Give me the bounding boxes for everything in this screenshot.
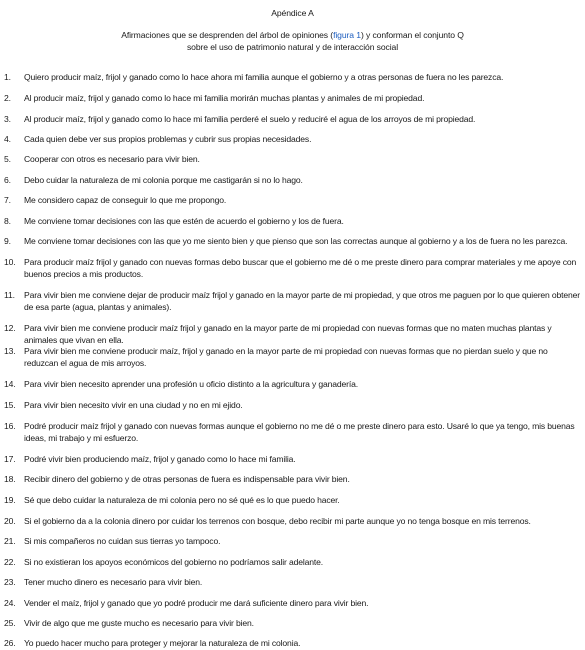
item-text: Vivir de algo que me guste mucho es necesario para vivir bien. (24, 618, 254, 628)
item-number: 24. (4, 598, 16, 608)
item-number: 14. (4, 379, 16, 389)
item-text: Me conviene tomar decisiones con las que estén de acuerdo el gobierno y los de fuera. (24, 216, 344, 226)
item-number: 8. (4, 216, 11, 226)
appendix-title: Apéndice A (271, 8, 314, 18)
item-text: Cooperar con otros es necesario para vivir bien. (24, 154, 200, 164)
item-text: Me considero capaz de conseguir lo que me propongo. (24, 195, 227, 205)
item-text: Me conviene tomar decisiones con las que yo me siento bien y que pienso que son las correctas aunque al gobierno y a los de fuera no les parezca. (24, 236, 568, 246)
item-number: 3. (4, 114, 11, 124)
item-text: Al producir maíz, frijol y ganado como lo hace mi familia perderé el suelo y reduciré el agua de los arroyos de mi propiedad. (24, 114, 476, 124)
item-number: 13. (4, 346, 16, 356)
item-text: Para producir maíz frijol y ganado con nuevas formas debo buscar que el gobierno me dé o me preste dinero para comprar materiales y me apoye con buenos precios a mis productos. (24, 257, 577, 280)
item-number: 5. (4, 154, 11, 164)
item-text: Para vivir bien me conviene producir maíz frijol y ganado en la mayor parte de mi propiedad con nuevas formas que no maten muchas plantas y animales que vivan en ella. (24, 323, 552, 346)
item-text: Recibir dinero del gobierno y de otras personas de fuera es indispensable para vivir bien. (24, 474, 350, 484)
item-text: Si el gobierno da a la colonia dinero por cuidar los terrenos con bosque, debo recibir mi parte aunque yo no tenga bosque en mis terrenos. (24, 516, 531, 526)
item-text: Si no existieran los apoyos económicos del gobierno no podríamos salir adelante. (24, 557, 323, 567)
item-text: Vender el maíz, frijol y ganado que yo podré producir me dará suficiente dinero para vivir bien. (24, 598, 369, 608)
item-text: Debo cuidar la naturaleza de mi colonia porque me castigarán si no lo hago. (24, 175, 303, 185)
item-number: 25. (4, 618, 16, 628)
item-number: 10. (4, 257, 16, 267)
item-text: Podré vivir bien produciendo maíz, frijol y ganado como lo hace mi familia. (24, 454, 296, 464)
item-number: 18. (4, 474, 16, 484)
figure-1-link[interactable]: figura 1 (333, 30, 361, 40)
item-number: 20. (4, 516, 16, 526)
item-text: Si mis compañeros no cuidan sus tierras yo tampoco. (24, 536, 221, 546)
item-number: 12. (4, 323, 16, 333)
item-number: 17. (4, 454, 16, 464)
item-number: 2. (4, 93, 11, 103)
item-text: Tener mucho dinero es necesario para vivir bien. (24, 577, 203, 587)
item-number: 23. (4, 577, 16, 587)
item-number: 7. (4, 195, 11, 205)
item-text: Para vivir bien necesito vivir en una ciudad y no en mi ejido. (24, 400, 243, 410)
item-text: Sé que debo cuidar la naturaleza de mi colonia pero no sé qué es lo que puedo hacer. (24, 495, 340, 505)
item-text: Al producir maíz, frijol y ganado como lo hace mi familia morirán muchas plantas y animales de mi propiedad. (24, 93, 425, 103)
item-text: Para vivir bien me conviene producir maíz, frijol y ganado en la mayor parte de mi propiedad con nuevas formas que no pierdan suelo y que no reduzcan el agua de mis arroyos. (24, 346, 548, 369)
item-text: Cada quien debe ver sus propios problemas y cubrir sus propias necesidades. (24, 134, 312, 144)
subtitle-text-before: Afirmaciones que se desprenden del árbol de opiniones ( (121, 30, 334, 40)
item-number: 4. (4, 134, 11, 144)
subtitle-line-2: sobre el uso de patrimonio natural y de interacción social (186, 42, 399, 52)
item-number: 9. (4, 236, 11, 246)
item-number: 22. (4, 557, 16, 567)
item-number: 6. (4, 175, 11, 185)
item-number: 15. (4, 400, 16, 410)
item-number: 26. (4, 638, 16, 648)
item-number: 16. (4, 421, 16, 431)
item-text: Podré producir maíz frijol y ganado con nuevas formas aunque el gobierno no me dé o me preste dinero para esto. Usaré lo que ya tengo, mis buenas ideas, mi trabajo y mi esfuerzo. (24, 421, 575, 444)
item-number: 19. (4, 495, 16, 505)
item-text: Yo puedo hacer mucho para proteger y mejorar la naturaleza de mi colonia. (24, 638, 301, 648)
item-number: 21. (4, 536, 16, 546)
item-number: 1. (4, 72, 11, 82)
subtitle-text-after: ) y conforman el conjunto Q (360, 30, 464, 40)
item-text: Para vivir bien necesito aprender una profesión u oficio distinto a la agricultura y ganadería. (24, 379, 359, 389)
item-text: Quiero producir maíz, frijol y ganado como lo hace ahora mi familia aunque el gobierno y a otras personas de fuera no les parezca. (24, 72, 504, 82)
item-text: Para vivir bien me conviene dejar de producir maíz frijol y ganado en la mayor parte de mi propiedad, y que otros me paguen por lo que quieren obtener de esa parte (agua, plantas y animales). (24, 290, 581, 313)
item-number: 11. (4, 290, 15, 300)
